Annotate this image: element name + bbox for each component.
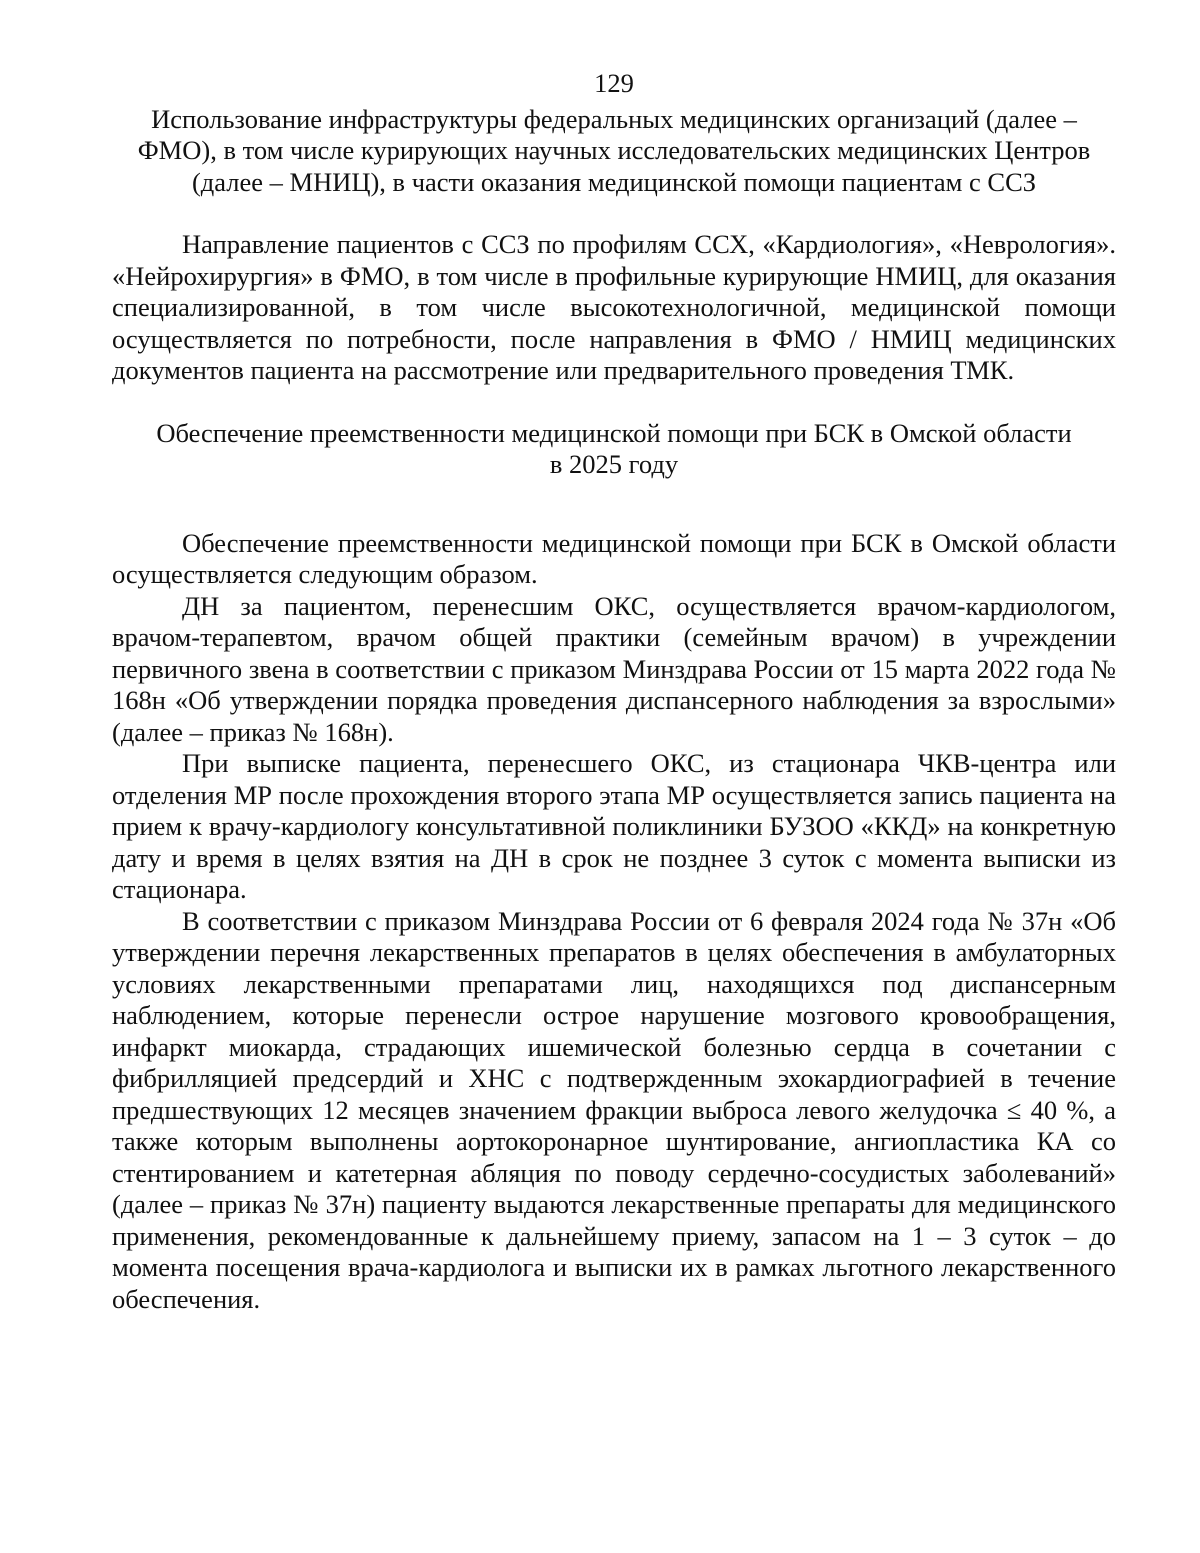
paragraph-continuity-intro: Обеспечение преемственности медицинской помощи при БСК в Омской области осуществляется следующим образом. (112, 527, 1116, 589)
paragraph-discharge: При выписке пациента, перенесшего ОКС, из стационара ЧКВ-центра или отделения МР после прохождения второго этапа МР осуществляется запись пациента на прием к врачу-кардиологу консультативной поликлиники БУЗОО «ККД» на конкретную дату и время в целях взятия на ДН в срок не позднее 3 суток с момента выписки из стационара. (112, 748, 1116, 904)
section-heading-infrastructure: Использование инфраструктуры федеральных медицинских организаций (далее – ФМО), в том числе курирующих научных исследовательских медицинских Центров (далее – МНИЦ), в части оказания медицинской помощи пациентам с ССЗ (137, 103, 1091, 197)
paragraph-referral: Направление пациентов с ССЗ по профилям ССХ, «Кардиология», «Неврология». «Нейрохирургия» в ФМО, в том числе в профильные курирующие НМИЦ, для оказания специализированной, в том числе высокотехнологичной, медицинской помощи осуществляется по потребности, после направления в ФМО / НМИЦ медицинских документов пациента на рассмотрение или предварительного проведения ТМК. (112, 229, 1116, 385)
paragraph-dispensary-observation: ДН за пациентом, перенесшим ОКС, осуществляется врачом-кардиологом, врачом-терапевтом, врачом общей практики (семейным врачом) в учреждении первичного звена в соответствии с приказом Минздрава России от 15 марта 2022 года № 168н «Об утверждении порядка проведения диспансерного наблюдения за взрослыми» (далее – приказ № 168н). (112, 590, 1116, 747)
document-page (112, 68, 1116, 1315)
section-heading-continuity-line2: в 2025 году (549, 449, 679, 479)
section-heading-continuity (112, 418, 1116, 481)
page-number: 129 (594, 68, 634, 98)
section-heading-continuity-line1: Обеспечение преемственности медицинской помощи при БСК в Омской области (156, 417, 1072, 448)
paragraph-medications: В соответствии с приказом Минздрава России от 6 февраля 2024 года № 37н «Об утверждении перечня лекарственных препаратов в целях обеспечения в амбулаторных условиях лекарственными препаратами лиц, находящихся под диспансерным наблюдением, которые перенесли острое нарушение мозгового кровообращения, инфаркт миокарда, страдающих ишемической болезнью сердца в сочетании с фибрилляцией предсердий и ХНС с подтвержденным эхокардиографией в течение предшествующих 12 месяцев значением фракции выброса левого желудочка ≤ 40 %, а также которым выполнены аортокоронарное шунтирование, ангиопластика КА со стентированием и катетерная абляция по поводу сердечно-сосудистых заболеваний» (далее – приказ № 37н) пациенту выдаются лекарственные препараты для медицинского применения, рекомендованные к дальнейшему приему, запасом на 1 – 3 суток – до момента посещения врача-кардиолога и выписки их в рамках льготного лекарственного обеспечения. (112, 905, 1116, 1314)
